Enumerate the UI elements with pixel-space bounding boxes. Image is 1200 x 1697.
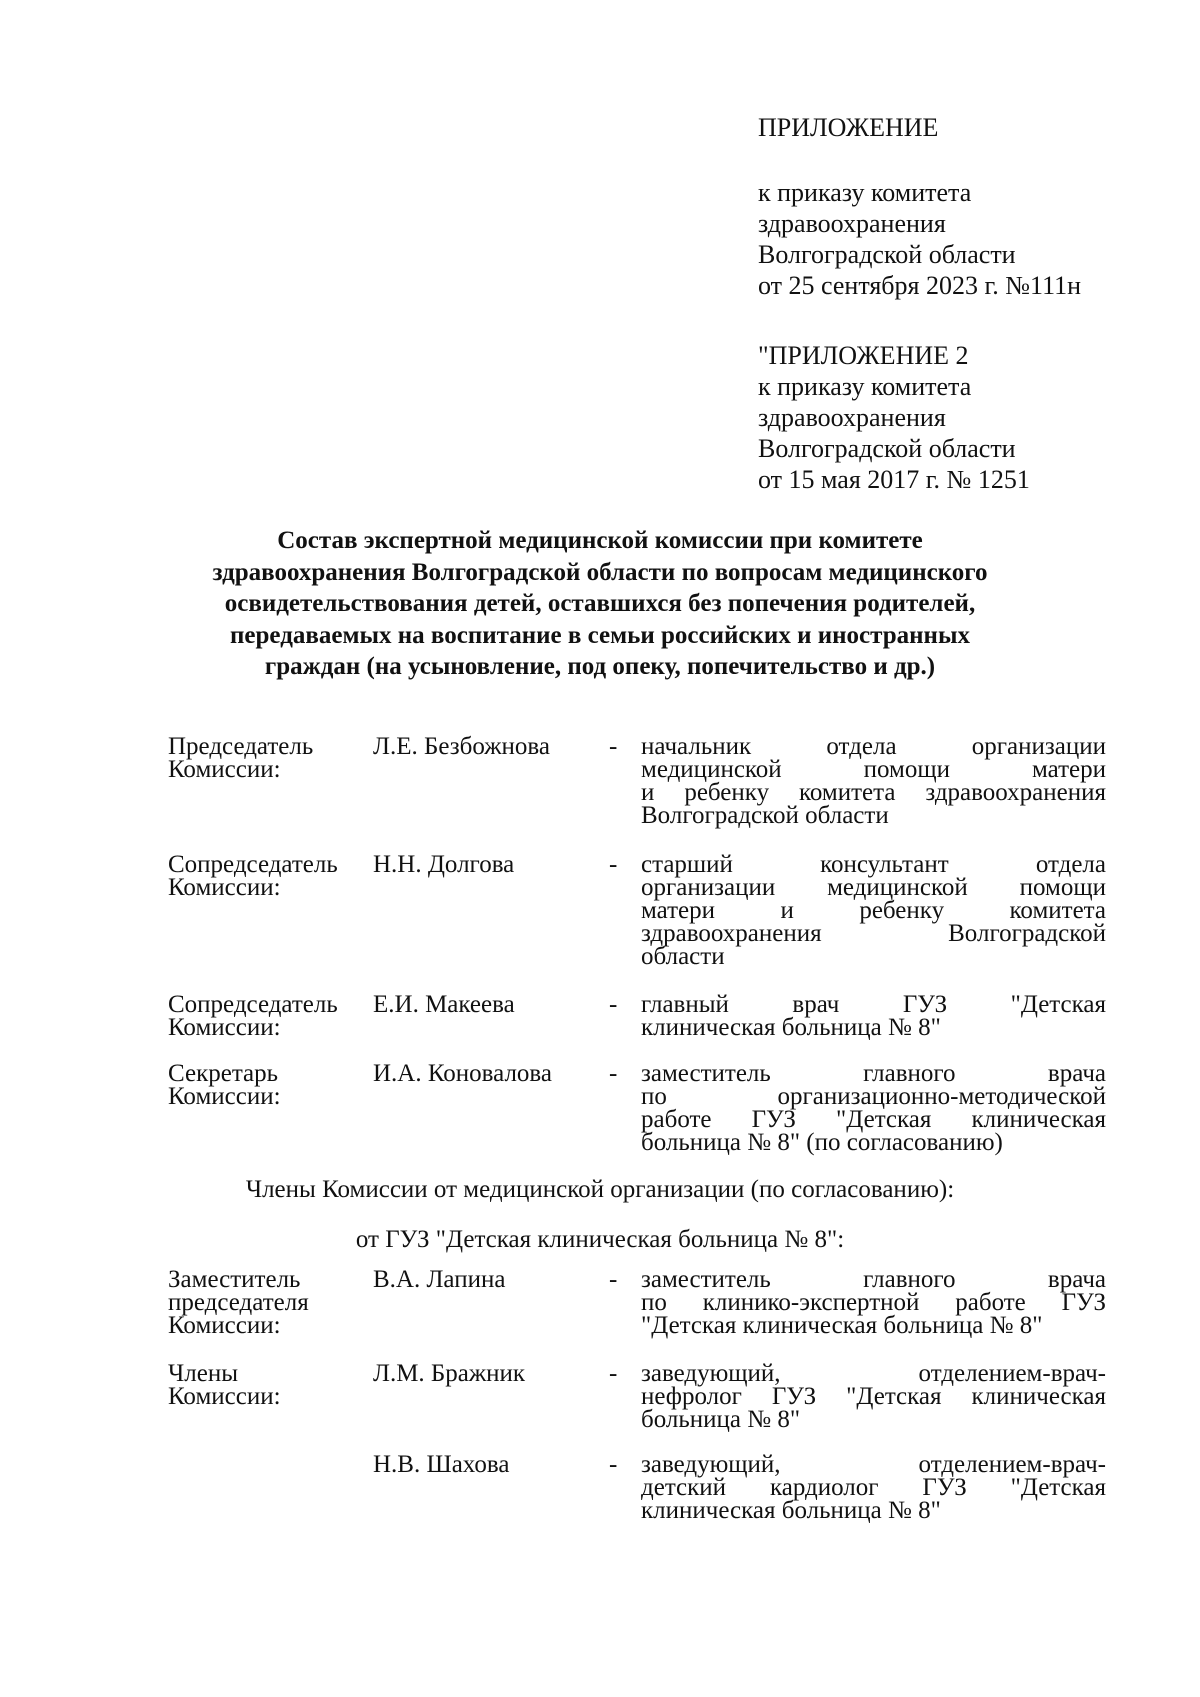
member-name: Н.В. Шахова [373,1451,510,1478]
member-position: главный врач ГУЗ "Детская клиническая больница № 8" [641,991,1106,1041]
member-role: Секретарь Комиссии: [168,1060,281,1110]
order-reference-line: здравоохранения [758,209,946,238]
document-title [140,525,1060,683]
order-reference-line: от 15 мая 2017 г. № 1251 [758,465,1030,494]
member-position: начальник отдела организации медицинской помощи матери и ребенку комитета здравоохранения Волгоградской области [641,733,1106,829]
order-reference-current [758,177,1081,301]
order-reference-line: "ПРИЛОЖЕНИЕ 2 [758,341,969,370]
member-name: Л.М. Бражник [373,1360,526,1387]
document-title-line: граждан (на усыновление, под опеку, попечительство и др.) [264,653,936,680]
members-heading: Члены Комиссии от медицинской организации (по согласованию): [245,1176,955,1203]
order-reference-line: к приказу комитета [758,372,972,401]
order-reference-line: к приказу комитета [758,178,972,207]
member-position: заведующий, отделением-врач- нефролог ГУЗ "Детская клиническая больница № 8" [641,1360,1106,1433]
member-dash: - [609,851,618,878]
member-role: Сопредседатель Комиссии: [168,991,338,1041]
member-dash: - [609,1451,618,1478]
order-reference-line: от 25 сентября 2023 г. №111н [758,271,1082,300]
organization-heading: от ГУЗ "Детская клиническая больница № 8": [355,1226,845,1253]
member-role: Сопредседатель Комиссии: [168,851,338,901]
member-name: И.А. Коновалова [373,1060,553,1087]
member-dash: - [609,1266,618,1293]
member-role: Члены Комиссии: [168,1360,281,1410]
member-name: Н.Н. Долгова [373,851,515,878]
document-title-line: передаваемых на воспитание в семьи российских и иностранных [230,621,970,649]
member-name: Л.Е. Безбожнова [373,733,550,760]
member-position: старший консультант отдела организации медицинской помощи матери и ребенку комитета здравоохранения Волгоградской области [641,851,1106,970]
member-position: заведующий, отделением-врач- детский кардиолог ГУЗ "Детская клиническая больница № 8" [641,1451,1106,1524]
order-reference-original [758,340,1030,495]
order-reference-line: здравоохранения [758,403,946,432]
appendix-title [758,112,938,143]
appendix-title-text: ПРИЛОЖЕНИЕ [758,113,939,142]
member-dash: - [609,1060,618,1087]
member-name: В.А. Лапина [373,1266,506,1293]
order-reference-line: Волгоградской области [758,434,1016,463]
member-role: Председатель Комиссии: [168,733,314,783]
member-role: Заместитель председателя Комиссии: [168,1266,309,1339]
document-title-line: Состав экспертной медицинской комиссии при комитете [277,527,923,554]
member-dash: - [609,1360,618,1387]
member-position: заместитель главного врача по организационно-методической работе ГУЗ "Детская клиническая больница № 8" (по согласованию) [641,1060,1106,1156]
member-position: заместитель главного врача по клинико-экспертной работе ГУЗ "Детская клиническая больница № 8" [641,1266,1106,1339]
member-name: Е.И. Макеева [373,991,515,1018]
order-reference-line: Волгоградской области [758,240,1016,269]
document-title-line: здравоохранения Волгоградской области по вопросам медицинского [212,558,988,586]
member-dash: - [609,991,618,1018]
document-title-line: освидетельствования детей, оставшихся без попечения родителей, [224,590,976,617]
member-dash: - [609,733,618,760]
